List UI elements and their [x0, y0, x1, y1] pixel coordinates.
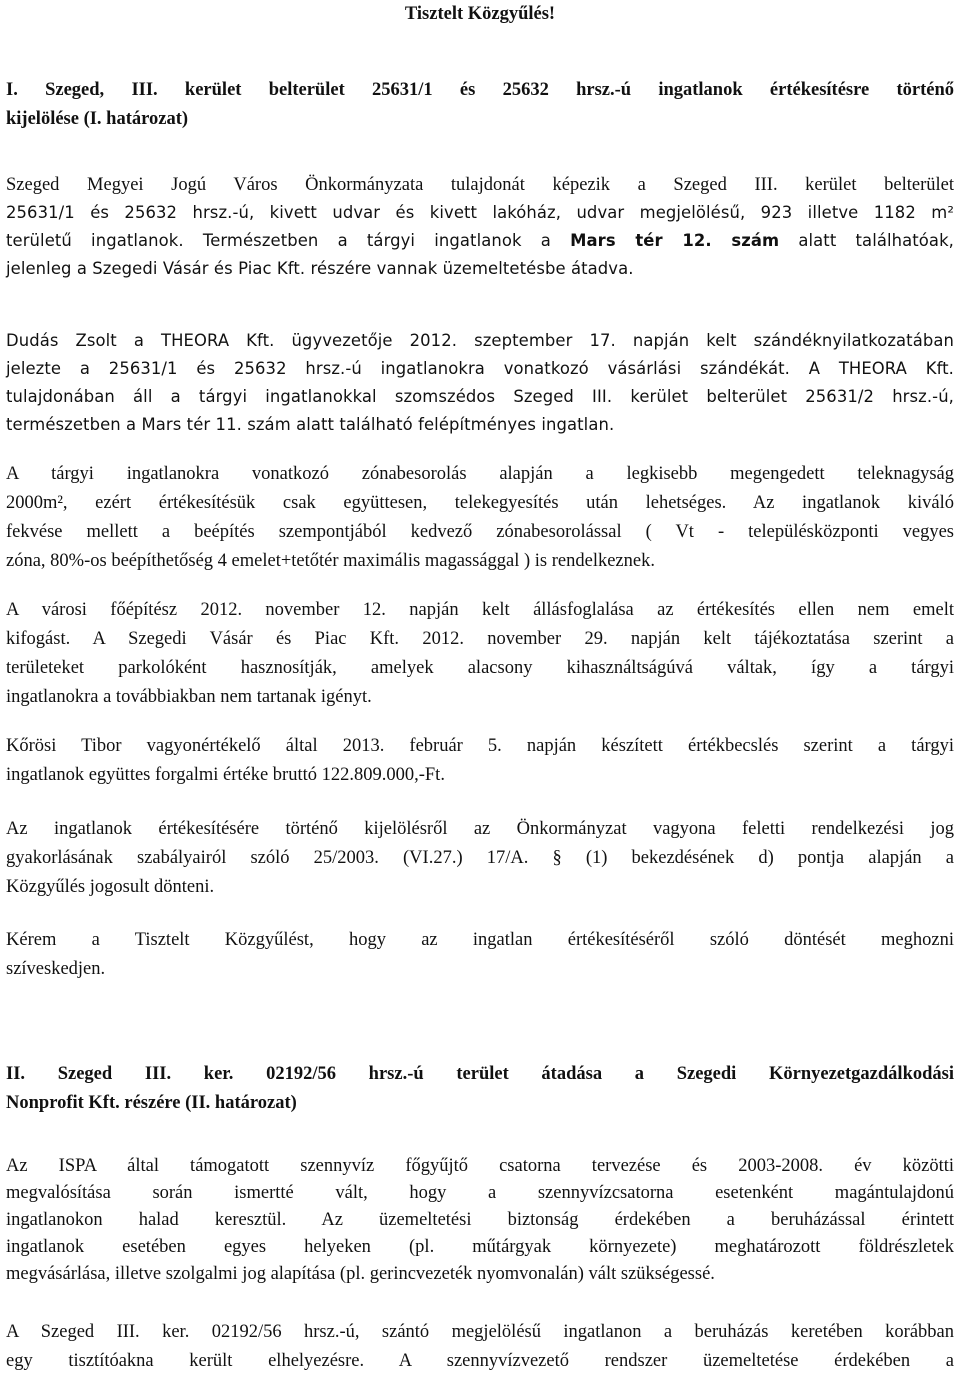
paragraph-line: megvalósítása során ismertté vált, hogy a szennyvízcsatorna esetenként magántulajdonú: [6, 1183, 954, 1203]
heading-line: I. Szeged, III. kerület belterület 25631/1 és 25632 hrsz.-ú ingatlanok értékesítésre történő: [6, 80, 954, 100]
paragraph-line: A városi főépítész 2012. november 12. napján kelt állásfoglalása az értékesítés ellen nem emelt: [6, 600, 954, 620]
paragraph-line: területeket parkolóként hasznosítják, amelyek alacsony kihasználtságúvá váltak, így a tárgyi: [6, 658, 954, 678]
paragraph-line: 2000m², ezért értékesítésük csak együttesen, telekegyesítés után lehetséges. Az ingatlanok kiváló: [6, 493, 954, 513]
paragraph-line: Közgyűlés jogosult dönteni.: [6, 877, 215, 897]
text-run: alatt találhatóak,: [779, 231, 954, 250]
paragraph-valuation: [6, 732, 954, 790]
paragraph-legal-basis: [6, 815, 954, 902]
paragraph-line: A Szeged III. ker. 02192/56 hrsz.-ú, szántó megjelölésű ingatlanon a beruházás keretében korábban: [6, 1322, 954, 1342]
paragraph-line: természetben a Mars tér 11. szám alatt található felépítményes ingatlan.: [6, 415, 615, 434]
section-1-heading: [6, 76, 954, 134]
paragraph-line: ingatlanok együttes forgalmi értéke bruttó 122.809.000,-Ft.: [6, 765, 445, 785]
paragraph-line: [6, 227, 954, 255]
paragraph-line: ingatlanokon halad keresztül. Az üzemeltetési biztonság érdekében a beruházással érintett: [6, 1210, 954, 1230]
salutation-heading: Tisztelt Közgyűlés!: [404, 4, 556, 24]
paragraph-line: kifogást. A Szegedi Vásár és Piac Kft. 2012. november 29. napján kelt tájékoztatása szerint a: [6, 629, 954, 649]
paragraph-line: szíveskedjen.: [6, 959, 106, 979]
paragraph-line: Kérem a Tisztelt Közgyűlést, hogy az ingatlan értékesítéséről szóló döntését meghozni: [6, 930, 954, 950]
paragraph-zoning: [6, 460, 954, 576]
heading-line: Nonprofit Kft. részére (II. határozat): [6, 1093, 297, 1113]
paragraph-line: Dudás Zsolt a THEORA Kft. ügyvezetője 2012. szeptember 17. napján kelt szándéknyilatkozatában: [6, 331, 954, 350]
paragraph-request: [6, 926, 954, 984]
paragraph-line: ingatlanok esetében egyes helyeken (pl. műtárgyak környezete) meghatározott földrészletek: [6, 1237, 954, 1257]
paragraph-line: ingatlanokra a továbbiakban nem tartanak igényt.: [6, 687, 372, 707]
paragraph-ownership: [6, 171, 954, 283]
paragraph-purchase-intent: [6, 327, 954, 439]
paragraph-line: Szeged Megyei Jogú Város Önkormányzata tulajdonát képezik a Szeged III. kerület belterület: [6, 175, 954, 195]
paragraph-line: Az ISPA által támogatott szennyvíz főgyűjtő csatorna tervezése és 2003-2008. év közötti: [6, 1156, 954, 1176]
paragraph-line: 25631/1 és 25632 hrsz.-ú, kivett udvar és kivett lakóház, udvar megjelölésű, 923 illetve 1182 m²: [6, 203, 954, 222]
text-run: területű ingatlanok. Természetben a tárgyi ingatlanok a: [6, 231, 571, 250]
address-bold: Mars tér 12. szám: [570, 231, 780, 250]
paragraph-line: A tárgyi ingatlanokra vonatkozó zónabesorolás alapján a legkisebb megengedett teleknagyság: [6, 464, 954, 484]
heading-line: kijelölése (I. határozat): [6, 109, 189, 129]
paragraph-line: gyakorlásának szabályairól szóló 25/2003. (VI.27.) 17/A. § (1) bekezdésének d) pontja alapján a: [6, 848, 954, 868]
paragraph-ispa-project: [6, 1153, 954, 1288]
paragraph-line: tulajdonában áll a tárgyi ingatlanokkal szomszédos Szeged III. kerület belterület 25631/2 hrsz.-ú,: [6, 387, 954, 406]
paragraph-line: egy tisztítóakna került elhelyezésre. A szennyvízvezető rendszer üzemeltetése érdekében a: [6, 1351, 954, 1371]
paragraph-line: fekvése mellett a beépítés szempontjából kedvező zónabesorolással ( Vt - településközponti vegyes: [6, 522, 954, 542]
paragraph-line: zóna, 80%-os beépíthetőség 4 emelet+tetőtér maximális magassággal ) is rendelkeznek.: [6, 551, 655, 571]
section-2-heading: [6, 1060, 954, 1118]
paragraph-architect-opinion: [6, 596, 954, 712]
heading-line: II. Szeged III. ker. 02192/56 hrsz.-ú terület átadása a Szegedi Környezetgazdálkodási: [6, 1064, 954, 1084]
paragraph-line: megvásárlása, illetve szolgalmi jog alapítása (pl. gerincvezeték nyomvonalán) vált szükségessé.: [6, 1264, 715, 1284]
paragraph-line: Az ingatlanok értékesítésére történő kijelölésről az Önkormányzat vagyona feletti rendelkezési jog: [6, 819, 954, 839]
paragraph-line: Kőrösi Tibor vagyonértékelő által 2013. február 5. napján készített értékbecslés szerint a tárgyi: [6, 736, 954, 756]
paragraph-line: jelenleg a Szegedi Vásár és Piac Kft. részére vannak üzemeltetésbe átadva.: [6, 259, 634, 278]
paragraph-line: jelezte a 25631/1 és 25632 hrsz.-ú ingatlanokra vonatkozó vásárlási szándékát. A THEORA Kft.: [6, 359, 954, 378]
paragraph-parcel-manhole: [6, 1318, 954, 1376]
